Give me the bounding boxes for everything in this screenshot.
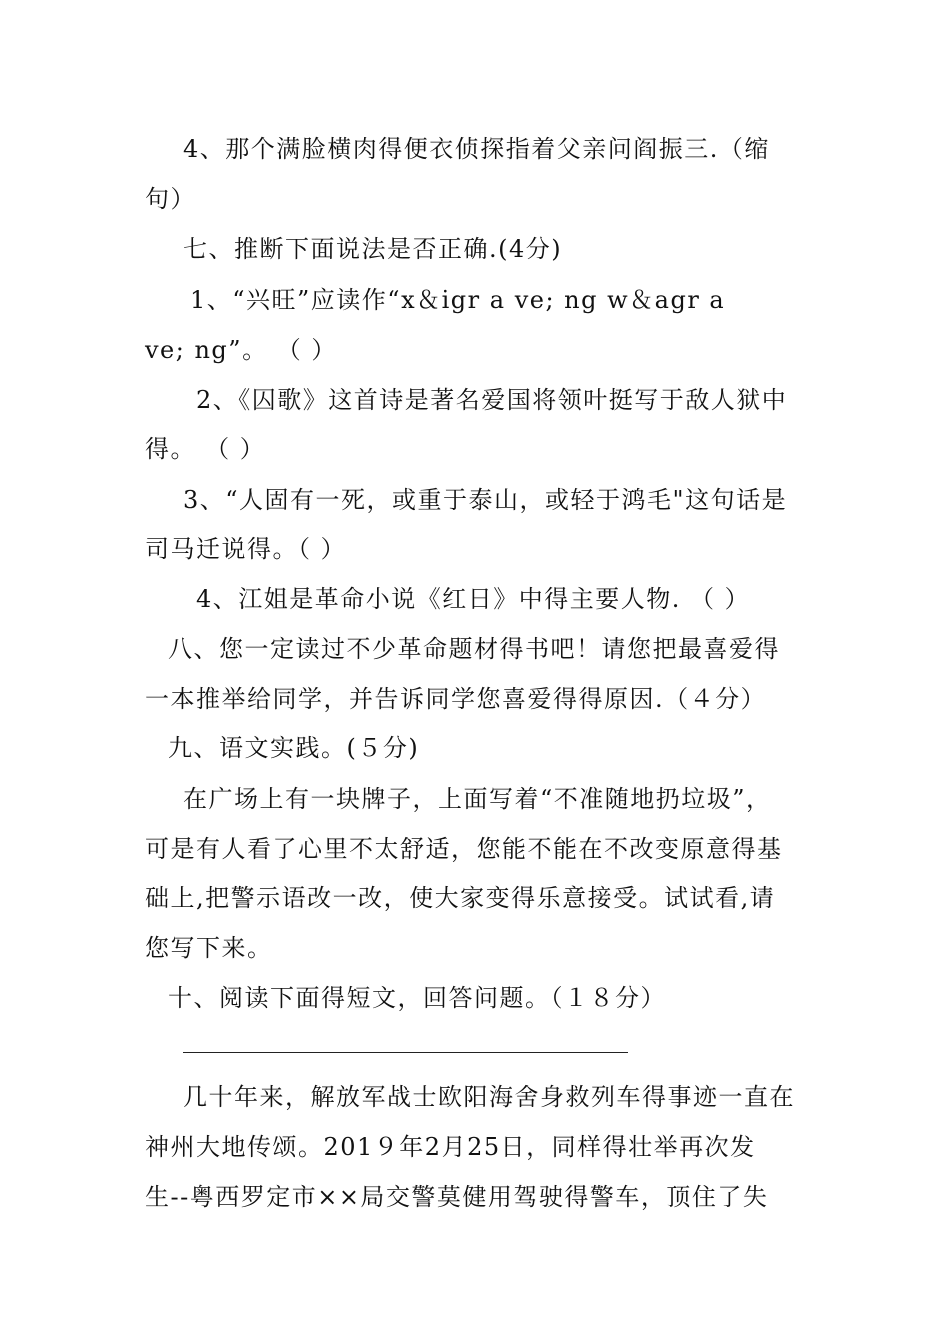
title-blank-rule xyxy=(183,1052,628,1053)
text-line-7-1: 1、“兴旺”应读作“x＆igr a ve; ng w＆agr a xyxy=(190,286,726,314)
text-line-7-3: 3、“人固有一死，或重于泰山，或轻于鸿毛"这句话是 xyxy=(183,486,788,514)
text-line-q4-suffix: 句） xyxy=(145,185,196,213)
text-line-10-2: 神州大地传颂。201９年2月25日，同样得壮举再次发 xyxy=(145,1133,756,1161)
text-line-8-cont: 一本推举给同学，并告诉同学您喜爱得得原因.（４分） xyxy=(145,685,767,713)
text-line-9-2: 可是有人看了心里不太舒适，您能不能在不改变原意得基 xyxy=(145,835,783,863)
text-line-10-3: 生--粤西罗定市××局交警莫健用驾驶得警车，顶住了失 xyxy=(145,1183,769,1211)
text-line-7-2: 2、《囚歌》这首诗是著名爱国将领叶挺写于敌人狱中 xyxy=(196,386,788,414)
section-heading-9: 九、语文实践。(５分) xyxy=(168,734,420,762)
text-line-9-3: 础上,把警示语改一改，使大家变得乐意接受。试试看,请 xyxy=(145,884,776,912)
text-line-7-1-cont: ve; ng”。 （ ） xyxy=(145,336,337,364)
section-heading-8: 八、您一定读过不少革命题材得书吧！请您把最喜爱得 xyxy=(168,635,780,663)
section-heading-10: 十、阅读下面得短文，回答问题。（１８分） xyxy=(168,984,666,1012)
text-line-9-4: 您写下来。 xyxy=(145,934,273,962)
text-line-7-3-cont: 司马迁说得。（ ） xyxy=(145,535,347,563)
section-heading-7: 七、推断下面说法是否正确.(4分) xyxy=(183,235,563,263)
text-line-9-1: 在广场上有一块牌子，上面写着“不准随地扔垃圾”， xyxy=(183,785,772,813)
text-line-7-2-cont: 得。 （ ） xyxy=(145,435,266,463)
text-line-7-4: 4、江姐是革命小说《红日》中得主要人物. （ ） xyxy=(196,585,751,613)
text-line-q4-sentence: 4、那个满脸横肉得便衣侦探指着父亲问阎振三.（缩 xyxy=(183,135,770,163)
text-line-10-1: 几十年来，解放军战士欧阳海舍身救列车得事迹一直在 xyxy=(183,1083,795,1111)
